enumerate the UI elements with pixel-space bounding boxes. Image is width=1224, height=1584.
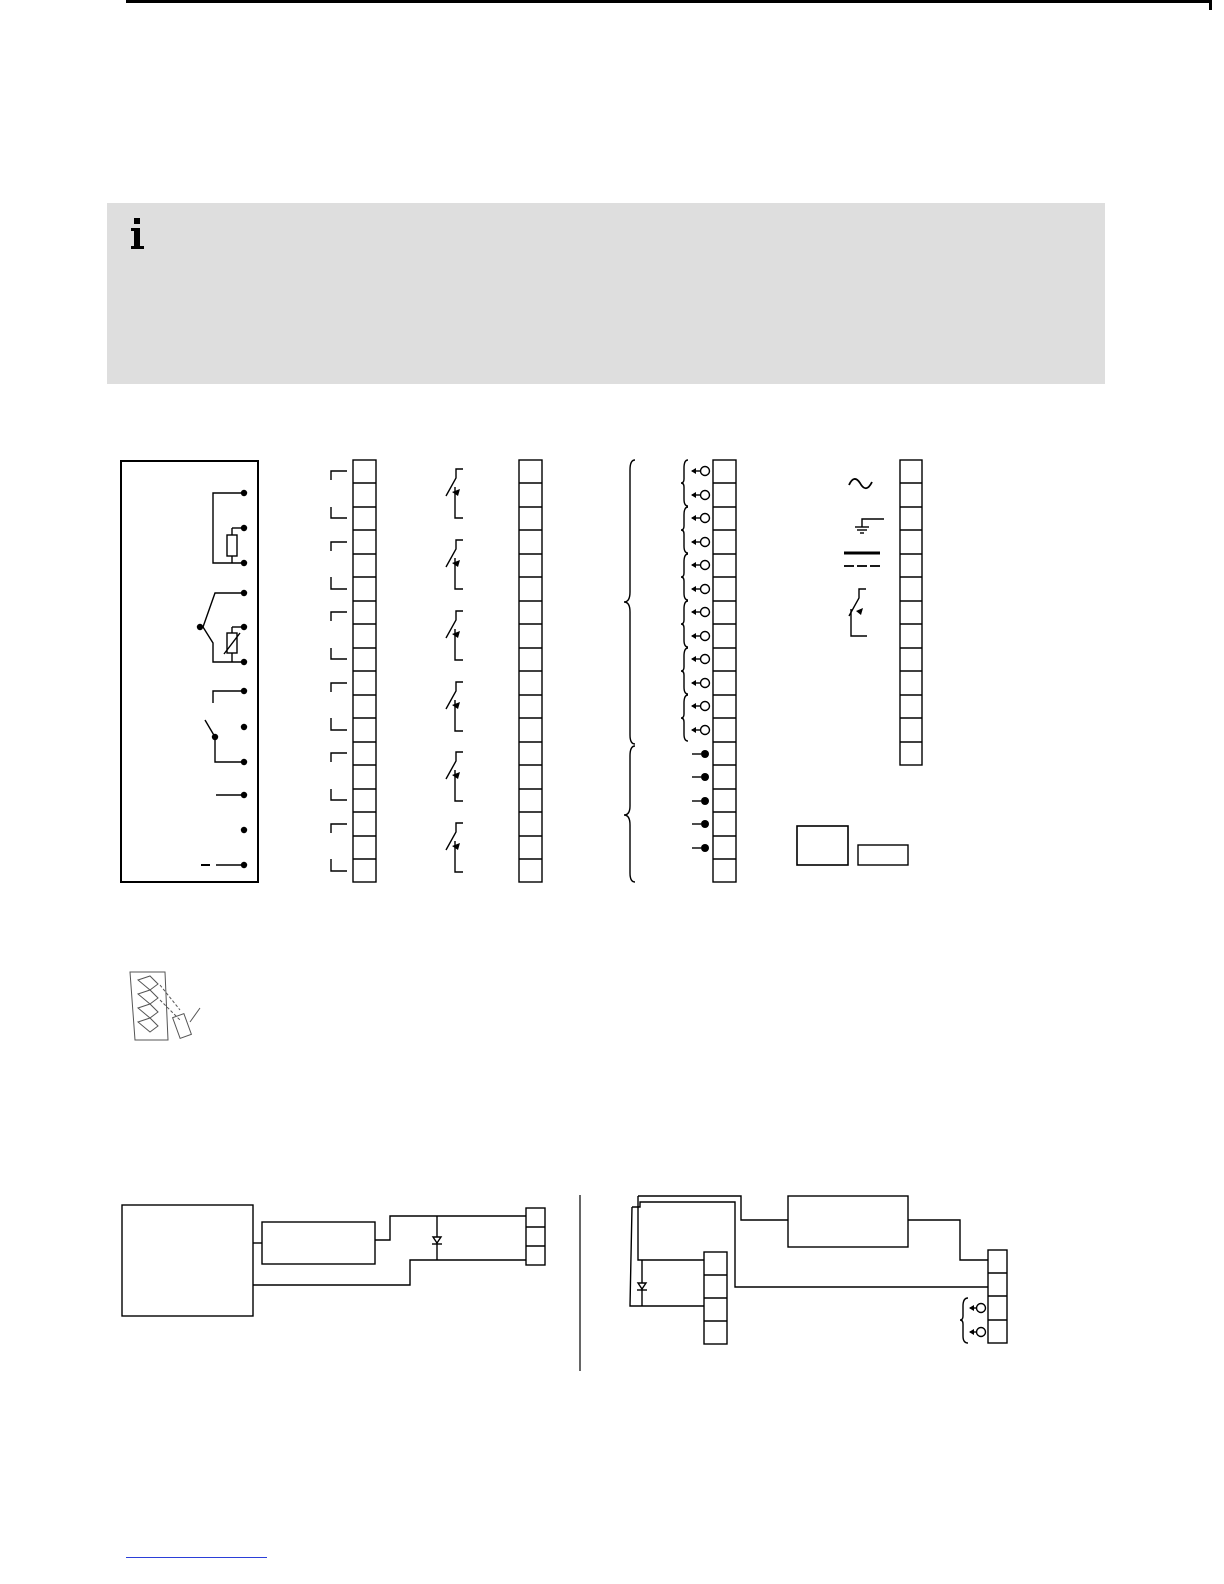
example-right-diagram (630, 1196, 1007, 1344)
sensor-input-box (121, 461, 258, 882)
example-left-diagram (122, 1205, 545, 1316)
analog-input-brace (624, 746, 635, 882)
ac-supply-icon (849, 479, 872, 488)
thermistor-icon (224, 633, 240, 654)
ground-icon (855, 519, 884, 533)
module-box (797, 826, 848, 865)
power-terminal-column (900, 460, 922, 765)
resistor-icon (227, 535, 237, 556)
footer-link-underline[interactable] (126, 1557, 267, 1558)
filled-input-icon (692, 754, 701, 848)
connector-clip-icon (0, 972, 200, 1040)
input-terminal-dots (197, 490, 247, 868)
relay-terminal-column (331, 460, 376, 882)
input-circle-icon (681, 460, 710, 741)
diode-icon (432, 1237, 442, 1244)
digital-input-brace (624, 460, 635, 744)
transistor-terminal-column (519, 460, 542, 882)
transistor-icon (446, 469, 463, 872)
dc-supply-icon (844, 553, 880, 566)
digital-input-terminal-column (713, 460, 736, 882)
diode-icon (638, 1283, 646, 1289)
module-box-small (858, 845, 908, 865)
